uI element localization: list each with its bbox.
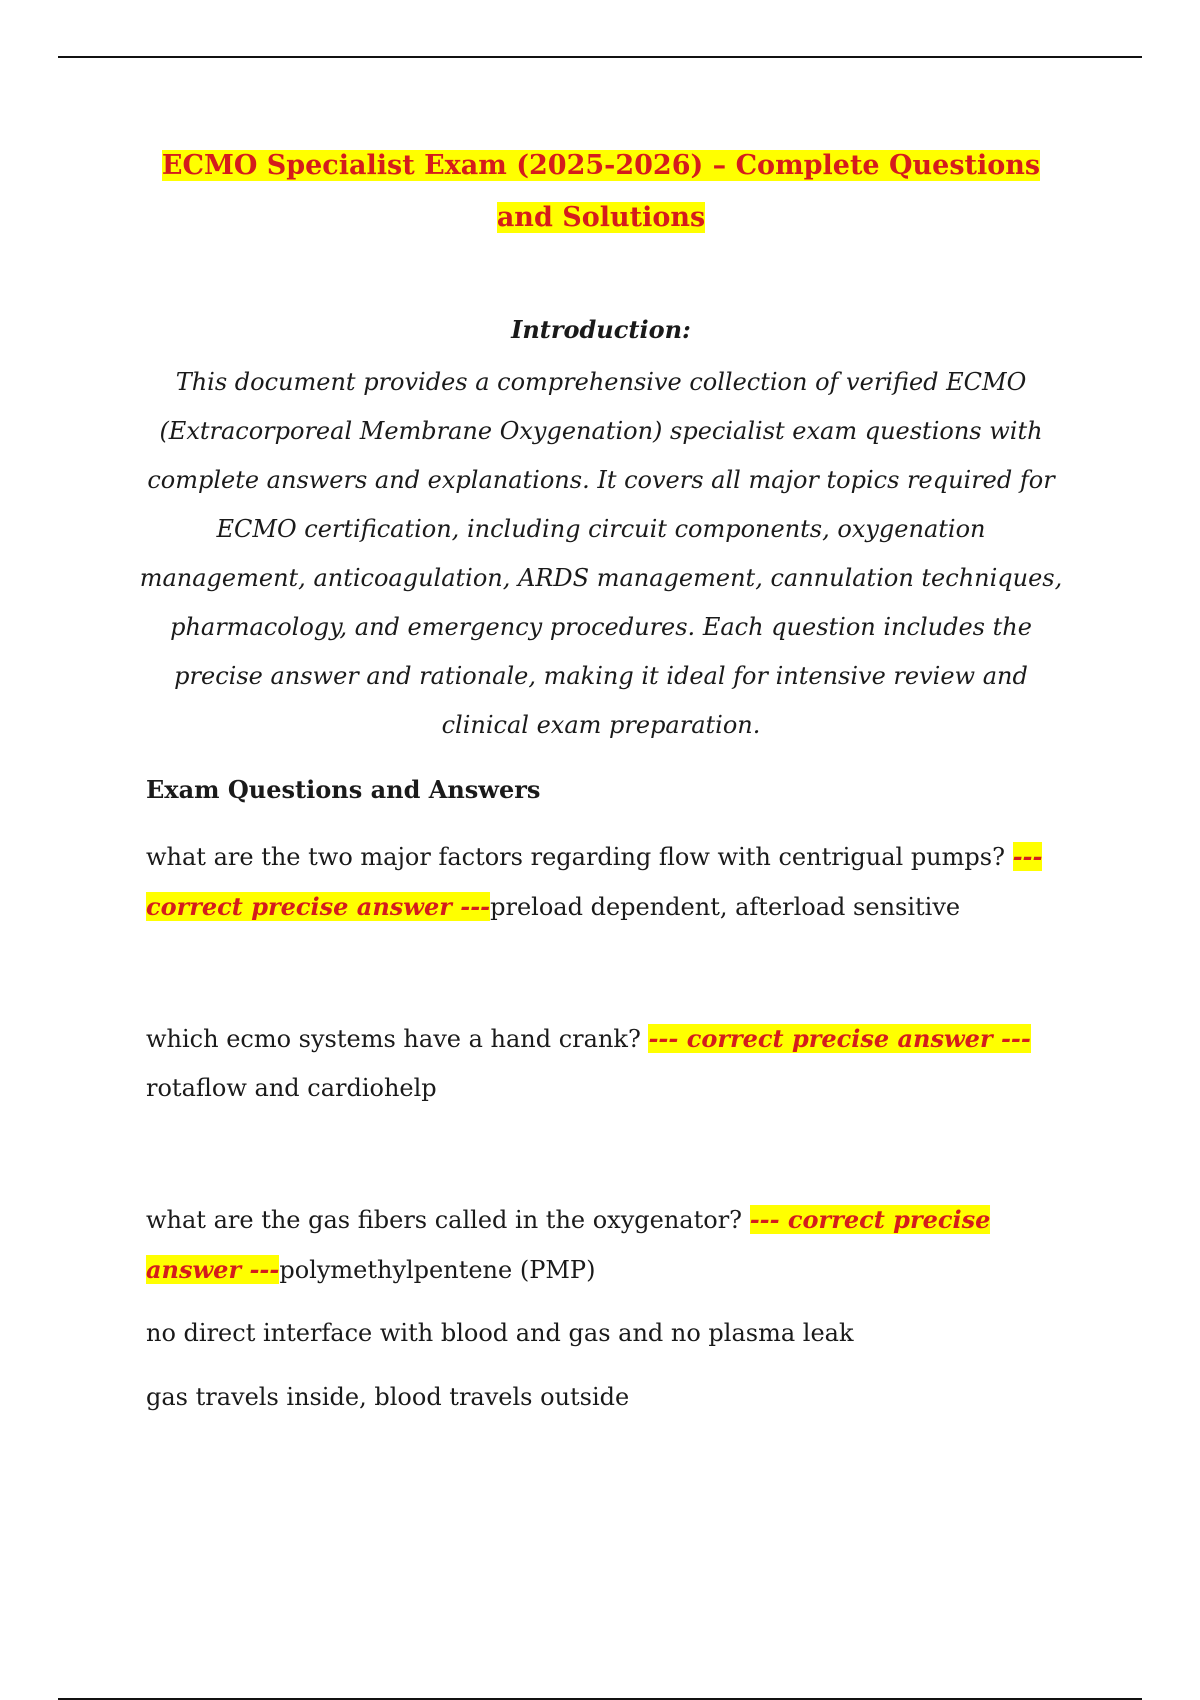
section-heading: Exam Questions and Answers — [146, 775, 541, 804]
question-text: which ecmo systems have a hand crank? — [146, 1025, 641, 1053]
intro-heading: Introduction: — [511, 315, 691, 344]
title-line-1: ECMO Specialist Exam (2025-2026) – Complete Questions — [161, 150, 1041, 181]
answer-text: polymethylpentene (PMP) — [279, 1256, 596, 1284]
question-item — [146, 1014, 1056, 1113]
question-item — [146, 832, 1056, 932]
document-body — [139, 140, 1063, 1413]
answer-marker: --- correct precise answer --- — [146, 1205, 991, 1284]
intro-text: This document provides a comprehensive collection of verified ECMO (Extracorporeal Membrane Oxygenation) specialist exam questions with complete answers and explanations. It covers all major topics required for ECMO certification, including circuit components, oxygenation management, anticoagulation, ARDS management, cannulation techniques, pharmacology, and emergency procedures. Each question includes the precise answer and rationale, making it ideal for intensive review and clinical exam preparation. — [139, 368, 1063, 739]
header-rule — [58, 56, 1142, 58]
title-line-2: and Solutions — [496, 202, 706, 233]
question-text: what are the gas fibers called in the oxygenator? — [146, 1206, 743, 1234]
document-title — [146, 140, 1056, 244]
answer-text: preload dependent, afterload sensitive — [490, 893, 961, 921]
answer-marker: --- correct precise answer --- — [648, 1024, 1031, 1053]
answer-note: gas travels inside, blood travels outside — [146, 1383, 630, 1411]
answer-note: no direct interface with blood and gas and no plasma leak — [146, 1319, 854, 1347]
question-text: what are the two major factors regarding flow with centrigual pumps? — [146, 843, 1005, 871]
answer-marker: --- correct precise answer --- — [146, 842, 1043, 921]
question-item — [146, 1195, 1056, 1295]
answer-text: rotaflow and cardiohelp — [146, 1074, 437, 1102]
